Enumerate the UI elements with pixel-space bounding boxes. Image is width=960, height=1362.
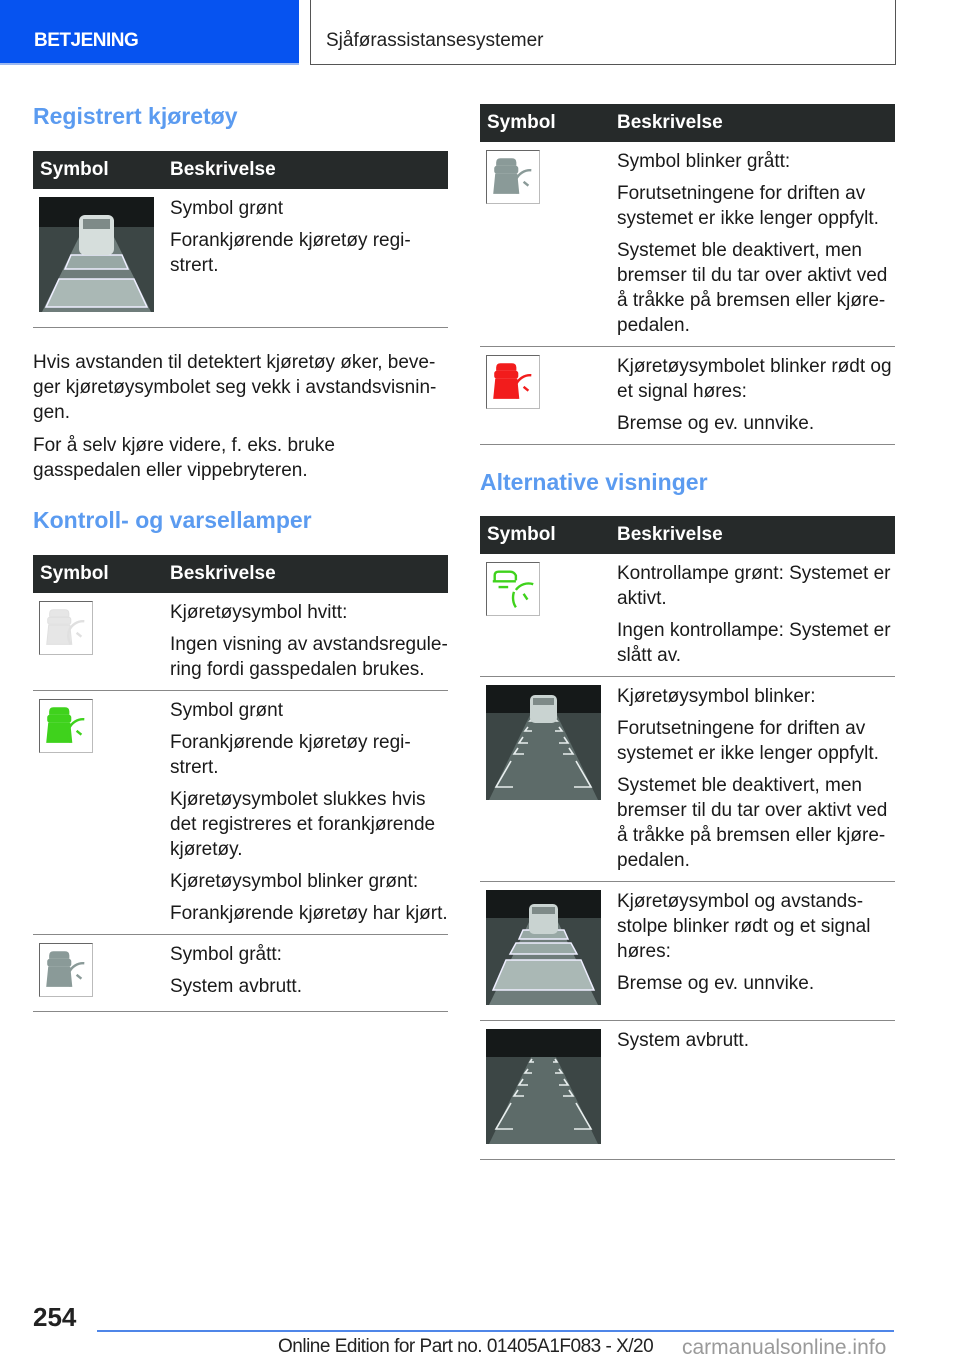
- vehicle-distance-outline-green-icon: [487, 563, 539, 615]
- table-row: [33, 935, 448, 1012]
- description-line: Kjøretøysymbol hvitt:: [170, 602, 348, 623]
- chapter-label: Sjåførassistansesystemer: [326, 30, 544, 51]
- body-text: [33, 350, 448, 491]
- section-tab[interactable]: [0, 0, 299, 65]
- description-line: Symbol grønt: [170, 198, 283, 219]
- description-line: Kjøretøysymbolet slukkes hvis det registreres et forankjørende kjøretøy.: [170, 789, 436, 860]
- registered-table: [33, 151, 448, 328]
- column-header-symbol: Symbol: [480, 104, 610, 142]
- watermark: carmanualsonline.info: [682, 1336, 887, 1359]
- table-row: [480, 882, 895, 1021]
- description-line: Kjøretøysymbol blinker:: [617, 686, 816, 707]
- vehicle-distance-gray-icon: [40, 944, 92, 996]
- page-number: 254: [33, 1302, 77, 1332]
- table-row: [33, 189, 448, 328]
- description-line: System avbrutt.: [170, 976, 302, 997]
- paragraph: Hvis avstanden til detektert kjøretøy øker, beve-ger kjøretøysymbolet seg vekk i avstandsvisnin-gen.: [33, 352, 437, 423]
- description-line: Systemet ble deaktivert, men bremser til du tar over aktivt ved å tråkke på bremsen eller kjøre-pedalen.: [617, 775, 888, 871]
- column-header-description: Beskrivelse: [163, 151, 448, 189]
- table-row: [480, 554, 895, 677]
- section-heading-registered: Registrert kjøretøy: [33, 103, 238, 129]
- table-row: [33, 593, 448, 691]
- description-line: Kjøretøysymbol og avstands-stolpe blinker rødt og et signal høres:: [617, 891, 871, 962]
- description-line: Ingen visning av avstandsregule-ring fordi gasspedalen brukes.: [170, 634, 448, 680]
- road-empty-icon: [486, 1029, 601, 1144]
- table-row: [33, 691, 448, 935]
- road-car-display-icon: [39, 197, 154, 312]
- description-line: Symbol blinker grått:: [617, 151, 791, 172]
- vehicle-distance-white-icon: [40, 602, 92, 654]
- description-line: Symbol grønt: [170, 700, 283, 721]
- description-line: Forankjørende kjøretøy har kjørt.: [170, 903, 448, 924]
- table-row: [480, 677, 895, 882]
- table-row: [480, 1021, 895, 1160]
- paragraph: For å selv kjøre videre, f. eks. bruke gasspedalen eller vippebryteren.: [33, 435, 335, 481]
- section-heading-alternative: Alternative visninger: [480, 469, 708, 495]
- lamps-table-continued: [480, 104, 895, 445]
- road-car-blinking-icon: [486, 685, 601, 800]
- section-heading-lamps: Kontroll- og varsellamper: [33, 507, 312, 533]
- lamps-table: [33, 555, 448, 1012]
- description-line: Systemet ble deaktivert, men bremser til du tar over aktivt ved å tråkke på bremsen eller kjøre-pedalen.: [617, 240, 888, 336]
- table-row: [480, 142, 895, 347]
- column-header-description: Beskrivelse: [610, 516, 895, 554]
- edition-text: Online Edition for Part no. 01405A1F083 - X/20: [278, 1336, 654, 1357]
- table-row: [480, 347, 895, 445]
- description-line: Bremse og ev. unnvike.: [617, 413, 815, 434]
- description-line: Ingen kontrollampe: Systemet er slått av.: [617, 620, 891, 666]
- description-line: Symbol grått:: [170, 944, 282, 965]
- column-header-symbol: Symbol: [33, 151, 163, 189]
- description-line: Forankjørende kjøretøy regi-strert.: [170, 732, 411, 778]
- column-header-symbol: Symbol: [33, 555, 163, 593]
- vehicle-distance-gray-icon: [487, 151, 539, 203]
- description-line: Bremse og ev. unnvike.: [617, 973, 815, 994]
- column-header-symbol: Symbol: [480, 516, 610, 554]
- section-label: BETJENING: [34, 30, 139, 51]
- alternative-table: [480, 516, 895, 1160]
- description-line: System avbrutt.: [617, 1030, 749, 1051]
- description-line: Forankjørende kjøretøy regi-strert.: [170, 230, 411, 276]
- road-car-distance-bars-icon: [486, 890, 601, 1005]
- column-header-description: Beskrivelse: [163, 555, 448, 593]
- description-line: Forutsetningene for driften av systemet er ikke lenger oppfylt.: [617, 183, 879, 229]
- vehicle-distance-red-icon: [487, 356, 539, 408]
- description-line: Kontrollampe grønt: Systemet er aktivt.: [617, 563, 891, 609]
- description-line: Forutsetningene for driften av systemet er ikke lenger oppfylt.: [617, 718, 879, 764]
- chapter-tab[interactable]: [310, 0, 896, 65]
- description-line: Kjøretøysymbol blinker grønt:: [170, 871, 419, 892]
- footer-divider: [97, 1330, 894, 1332]
- description-line: Kjøretøysymbolet blinker rødt og et signal høres:: [617, 356, 892, 402]
- column-header-description: Beskrivelse: [610, 104, 895, 142]
- vehicle-distance-green-icon: [40, 700, 92, 752]
